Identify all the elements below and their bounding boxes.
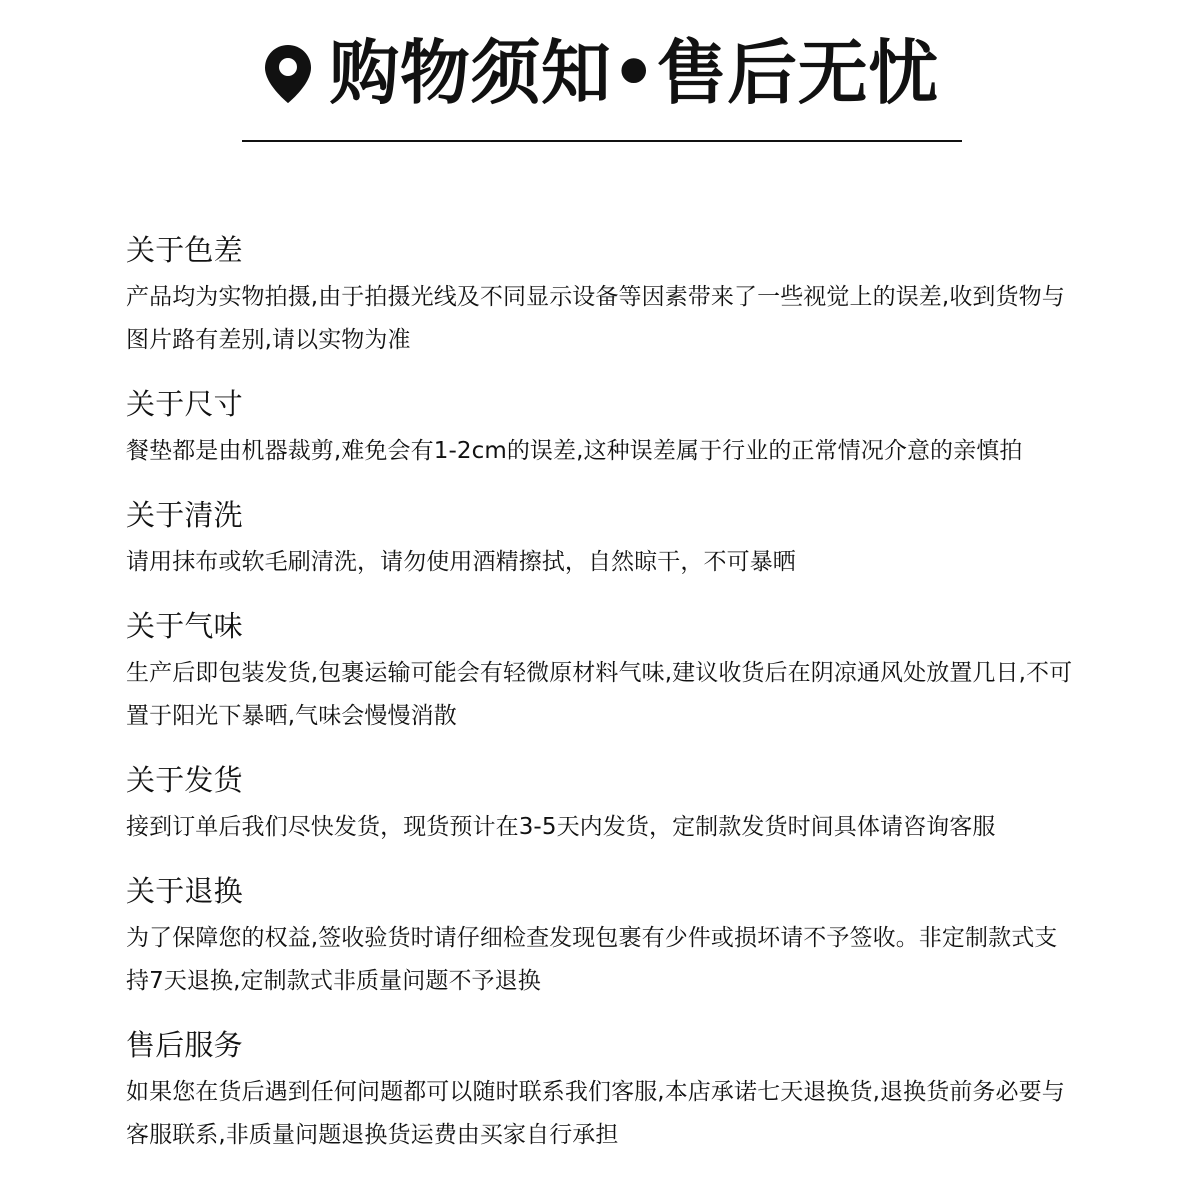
section-body-cleaning: 请用抹布或软毛刷清洗，请勿使用酒精擦拭，自然晾干，不可暴晒 xyxy=(126,549,796,575)
section-body-returns: 为了保障您的权益,签收验货时请仔细检查发现包裹有少件或损坏请不予签收。非定制款式支持7天退换,定制款式非质量问题不予退换 xyxy=(126,925,1058,994)
section-body-color-difference: 产品均为实物拍摄,由于拍摄光线及不同显示设备等因素带来了一些视觉上的误差,收到货物与图片路有差别,请以实物为准 xyxy=(126,284,1065,353)
notice-content xyxy=(126,230,1076,1179)
section-returns xyxy=(126,871,1076,1003)
section-body-after-sales: 如果您在货后遇到任何问题都可以随时联系我们客服,本店承诺七天退换货,退换货前务必要与客服联系,非质量问题退换货运费由买家自行承担 xyxy=(126,1079,1065,1148)
location-pin-icon xyxy=(261,43,315,105)
page-header xyxy=(0,28,1200,118)
section-cleaning xyxy=(126,495,1076,584)
section-title-returns: 关于退换 xyxy=(126,874,243,908)
section-after-sales xyxy=(126,1025,1076,1157)
section-title-cleaning: 关于清洗 xyxy=(126,498,243,532)
title-divider xyxy=(242,140,962,142)
section-color-difference xyxy=(126,230,1076,362)
section-body-size: 餐垫都是由机器裁剪,难免会有1-2cm的误差,这种误差属于行业的正常情况介意的亲慎拍 xyxy=(126,438,1023,464)
section-body-smell: 生产后即包装发货,包裹运输可能会有轻微原材料气味,建议收货后在阴凉通风处放置几日,不可置于阳光下暴晒,气味会慢慢消散 xyxy=(126,660,1073,729)
section-title-smell: 关于气味 xyxy=(126,609,243,643)
title-group xyxy=(261,32,939,114)
section-body-shipping: 接到订单后我们尽快发货，现货预计在3-5天内发货，定制款发货时间具体请咨询客服 xyxy=(126,814,996,840)
section-title-color-difference: 关于色差 xyxy=(126,233,243,267)
section-shipping xyxy=(126,760,1076,849)
section-title-size: 关于尺寸 xyxy=(126,387,243,421)
page-title: 购物须知•售后无忧 xyxy=(329,32,939,114)
section-title-after-sales: 售后服务 xyxy=(126,1028,243,1062)
section-size xyxy=(126,384,1076,473)
section-smell xyxy=(126,606,1076,738)
section-title-shipping: 关于发货 xyxy=(126,763,243,797)
